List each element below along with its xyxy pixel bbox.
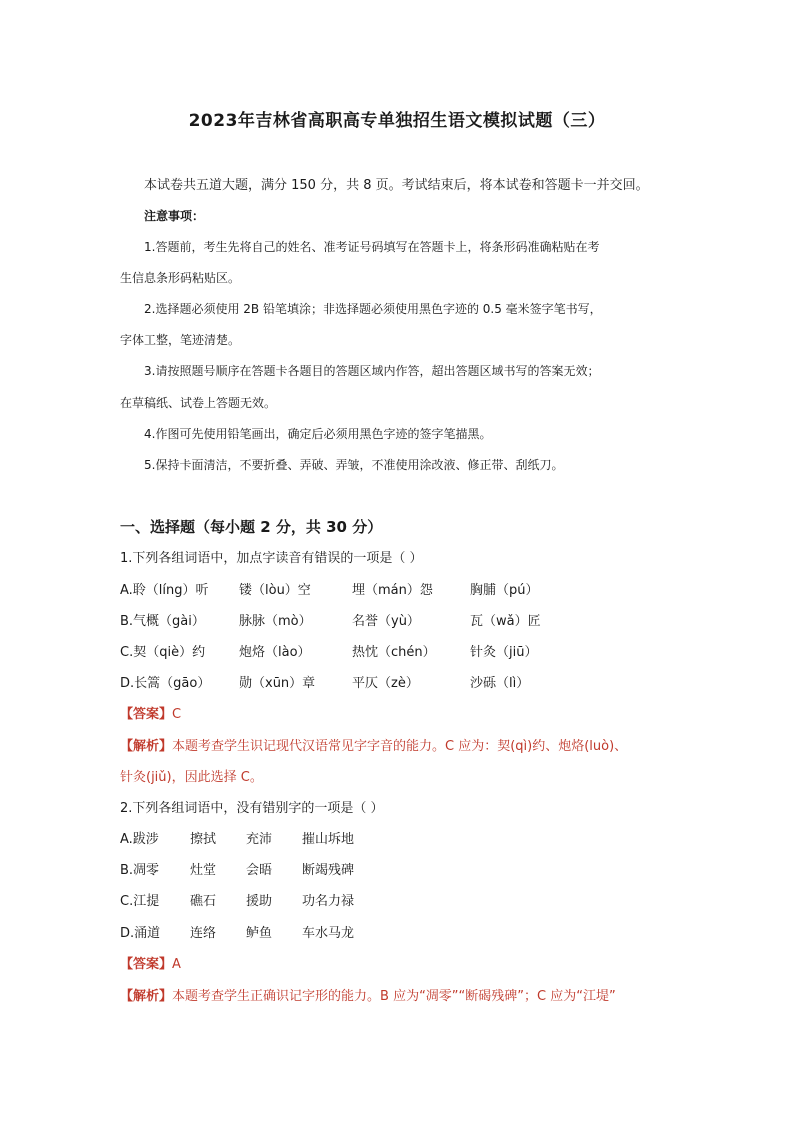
- q1-option: 胸脯（pú）: [470, 583, 539, 598]
- q2-option: 鲈鱼: [246, 926, 273, 941]
- note-line: 1.答题前，考生先将自己的姓名、准考证号码填写在答题卡上，将条形码准确粘贴在考: [144, 240, 600, 254]
- q1-option: 脉脉（mò）: [239, 614, 312, 629]
- intro-text: 本试卷共五道大题，满分 150 分，共 8 页。考试结束后，将本试卷和答题卡一并交回。: [144, 178, 649, 193]
- analysis-label: 【解析】: [120, 739, 173, 754]
- q2-option: 断竭残碑: [302, 863, 355, 878]
- q2-option: 充沛: [246, 832, 273, 847]
- q1-option: 沙砾（lì）: [470, 676, 530, 691]
- answer-label: 【答案】: [120, 707, 173, 722]
- q1-option: 平仄（zè）: [352, 676, 419, 691]
- note-line: 5.保持卡面清洁，不要折叠、弄破、弄皱，不准使用涂改液、修正带、刮纸刀。: [144, 458, 564, 472]
- answer-line: [120, 706, 181, 724]
- q1-option: 炮烙（lào）: [239, 645, 311, 660]
- q2-option: B.凋零: [120, 863, 160, 878]
- q2-option: 连络: [190, 926, 217, 941]
- analysis-text: 针灸(jiǔ)，因此选择 C。: [120, 770, 263, 785]
- q1-option: B.气概（gài）: [120, 614, 205, 629]
- q2-option: 擦拭: [190, 832, 217, 847]
- analysis-text: 本题考查学生正确识记字形的能力。B 应为“凋零”“断碣残碑”；C 应为“江堤”: [172, 989, 616, 1004]
- analysis-text: 本题考查学生识记现代汉语常见字字音的能力。C 应为：契(qì)约、炮烙(luò)、: [172, 739, 628, 754]
- analysis-label: 【解析】: [120, 989, 173, 1004]
- q1-option: 热忱（chén）: [352, 645, 436, 660]
- q2-option: 摧山坼地: [302, 832, 355, 847]
- q2-option: D.涌道: [120, 926, 161, 941]
- note-line: 在草稿纸、试卷上答题无效。: [120, 396, 277, 410]
- q1-option: 勋（xūn）章: [239, 676, 316, 691]
- note-line: 4.作图可先使用铅笔画出，确定后必须用黑色字迹的签字笔描黑。: [144, 427, 492, 441]
- question-stem: 2.下列各组词语中，没有错别字的一项是（ ）: [120, 801, 384, 816]
- answer-value: A: [172, 957, 181, 972]
- q1-option: C.契（qiè）约: [120, 645, 206, 660]
- note-line: 2.选择题必须使用 2B 铅笔填涂；非选择题必须使用黑色字迹的 0.5 毫米签字笔书写，: [144, 302, 602, 316]
- q2-option: A.跋涉: [120, 832, 159, 847]
- q2-option: 灶堂: [190, 863, 217, 878]
- q2-option: C.江提: [120, 894, 160, 909]
- q1-option: 镂（lòu）空: [239, 583, 311, 598]
- q1-option: 埋（mán）怨: [352, 583, 433, 598]
- answer-value: C: [172, 707, 182, 722]
- answer-line: [120, 956, 181, 974]
- answer-label: 【答案】: [120, 957, 173, 972]
- q2-option: 会晤: [246, 863, 273, 878]
- analysis-line: [120, 988, 616, 1006]
- notes-heading: 注意事项：: [144, 209, 205, 223]
- q1-option: D.长篙（gāo）: [120, 676, 211, 691]
- note-line: 生信息条形码粘贴区。: [120, 271, 241, 285]
- section-heading: 一、选择题（每小题 2 分，共 30 分）: [120, 518, 383, 536]
- q2-option: 功名力禄: [302, 894, 355, 909]
- q2-option: 礁石: [190, 894, 217, 909]
- q2-option: 车水马龙: [302, 926, 355, 941]
- q1-option: 名誉（yù）: [352, 614, 420, 629]
- page-title: 2023年吉林省高职高专单独招生语文模拟试题（三）: [188, 111, 606, 131]
- note-line: 字体工整，笔迹清楚。: [120, 333, 241, 347]
- note-line: 3.请按照题号顺序在答题卡各题目的答题区域内作答，超出答题区域书写的答案无效；: [144, 364, 600, 378]
- q1-option: 瓦（wǎ）匠: [470, 614, 541, 629]
- q2-option: 援助: [246, 894, 273, 909]
- q1-option: 针灸（jiū）: [470, 645, 538, 660]
- analysis-line: [120, 738, 627, 756]
- question-stem: 1.下列各组词语中，加点字读音有错误的一项是（ ）: [120, 551, 423, 566]
- q1-option: A.聆（líng）听: [120, 583, 209, 598]
